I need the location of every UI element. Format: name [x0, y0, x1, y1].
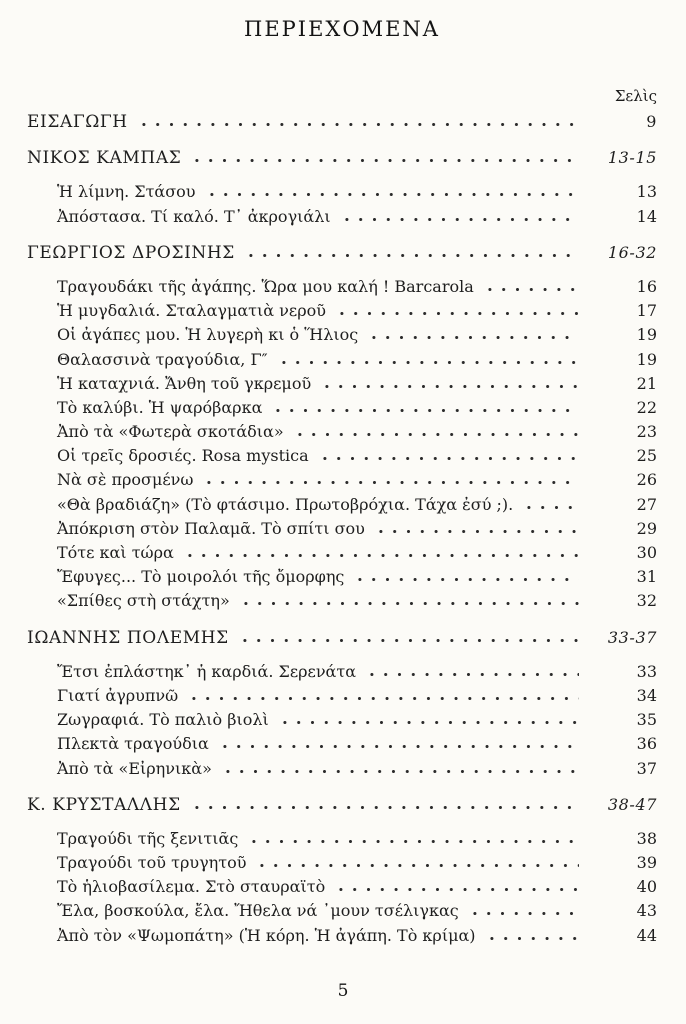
dot-leader: [255, 863, 579, 868]
dot-leader: [187, 696, 579, 701]
toc-item-row: [27, 543, 657, 567]
dot-leader: [293, 432, 579, 437]
toc-item-row: [27, 710, 657, 734]
toc-item-label: Ἔφυγες... Τὸ μοιρολόι τῆς ὄμορφης: [57, 567, 345, 587]
toc-section-pages: 13-15: [607, 148, 657, 168]
toc-item-page: 43: [636, 901, 657, 921]
toc-section-pages: 38-47: [607, 794, 657, 814]
dot-leader: [218, 744, 579, 749]
toc-item-row: [27, 519, 657, 543]
toc-item-page: 39: [636, 853, 657, 873]
toc-section-label: ΙΩΑΝΝΗΣ ΠΟΛΕΜΗΣ: [27, 627, 229, 648]
toc-item-page: 26: [636, 470, 657, 490]
toc-item-label: Οἱ τρεῖς δροσιές. Rosa mystica: [57, 446, 309, 466]
toc-item-page: 40: [636, 877, 657, 897]
toc-item-row: [27, 277, 657, 301]
dot-leader: [468, 911, 579, 916]
toc-item-label: Πλεκτὰ τραγούδια: [57, 734, 209, 754]
toc-item-label: Τότε καὶ τώρα: [57, 543, 174, 562]
toc-item-page: 19: [636, 325, 657, 345]
dot-leader: [353, 577, 579, 582]
toc-item-label: Τραγουδάκι τῆς ἀγάπης. Ὥρα μου καλή ! Barcarola: [57, 276, 474, 296]
toc-item-label: Ἀπόστασα. Τί καλό. Τ᾽ ἀκρογιάλι: [57, 206, 331, 226]
toc-item-row: [27, 686, 657, 710]
page-column-header: Σελὶς: [614, 87, 657, 105]
toc-item-page: 29: [636, 518, 657, 538]
dot-leader: [221, 769, 579, 774]
toc-item-page: 13: [636, 182, 657, 202]
toc-item-label: Τὸ καλύβι. Ἡ ψαρόβαρκα: [57, 397, 263, 417]
dot-leader: [334, 887, 579, 892]
toc-section-row: [27, 243, 657, 267]
dot-leader: [190, 805, 579, 810]
dot-leader: [190, 158, 579, 163]
toc-item-label: Ἀπόκριση στὸν Παλαμᾶ. Τὸ σπίτι σου: [57, 518, 365, 538]
dot-leader: [365, 672, 579, 677]
dot-leader: [335, 311, 579, 316]
toc-item-row: [27, 301, 657, 325]
toc-item-row: [27, 926, 657, 950]
dot-leader: [278, 720, 579, 725]
toc-item-page: 44: [636, 925, 657, 945]
dot-leader: [340, 217, 579, 222]
toc-section-row: [27, 112, 657, 136]
dot-leader: [239, 601, 579, 606]
toc-item-page: 25: [636, 446, 657, 466]
dot-leader: [137, 122, 579, 127]
toc-item-page: 21: [636, 373, 657, 393]
toc-item-row: [27, 567, 657, 591]
dot-leader: [277, 360, 579, 365]
toc-item-row: [27, 182, 657, 206]
toc-item-row: [27, 422, 657, 446]
toc-item-label: «Θὰ βραδιάζη» (Τὸ φτάσιμο. Πρωτοβρόχια. Τάχα ἐσύ ;).: [57, 494, 514, 514]
toc-item-label: Τὸ ἡλιοβασίλεμα. Στὸ σταυραϊτὸ: [57, 877, 326, 897]
toc-item-row: [27, 495, 657, 519]
toc-section-pages: 33-37: [607, 627, 657, 647]
toc-item-row: [27, 759, 657, 783]
dot-leader: [271, 408, 579, 413]
toc-item-page: 36: [636, 734, 657, 754]
dot-leader: [374, 529, 579, 534]
toc-item-row: [27, 374, 657, 398]
toc-section-label: ΝΙΚΟΣ ΚΑΜΠΑΣ: [27, 148, 182, 169]
dot-leader: [244, 253, 579, 258]
toc-item-label: Οἱ ἀγάπες μου. Ἡ λυγερὴ κι ὁ Ἥλιος: [57, 325, 359, 345]
toc-item-label: Ἀπὸ τὰ «Φωτερὰ σκοτάδια»: [57, 422, 284, 442]
toc-item-label: Τραγούδι τῆς ξενιτιᾶς: [57, 828, 239, 848]
folio-page-number: 5: [337, 981, 349, 1001]
toc-item-row: [27, 829, 657, 853]
toc-section-pages: 16-32: [607, 242, 657, 262]
toc-item-page: 32: [636, 591, 657, 611]
toc-item-row: [27, 901, 657, 925]
dot-leader: [202, 480, 579, 485]
toc-item-page: 27: [636, 494, 657, 514]
dot-leader: [522, 505, 579, 510]
toc-item-label: Ἔτσι ἐπλάστηκ᾽ ἡ καρδιά. Σερενάτα: [57, 661, 357, 681]
dot-leader: [367, 335, 579, 340]
dot-leader: [320, 384, 579, 389]
toc-item-label: Ἔλα, βοσκούλα, ἔλα. Ἤθελα νά ᾽μουν τσέλιγκας: [57, 901, 459, 921]
toc-item-page: 14: [636, 206, 657, 226]
toc-section-pages: 9: [646, 112, 657, 131]
toc-item-page: 31: [636, 567, 657, 587]
toc-list: [27, 112, 657, 950]
dot-leader: [318, 456, 579, 461]
toc-item-label: «Σπίθες στὴ στάχτη»: [57, 591, 230, 611]
toc-item-page: 30: [636, 543, 657, 562]
toc-item-row: [27, 398, 657, 422]
toc-item-page: 16: [636, 276, 657, 296]
dot-leader: [247, 839, 579, 844]
toc-section-row: [27, 628, 657, 652]
toc-item-row: [27, 350, 657, 374]
dot-leader: [238, 638, 579, 643]
toc-item-label: Νὰ σὲ προσμένω: [57, 470, 194, 490]
toc-item-page: 35: [636, 710, 657, 730]
toc-item-label: Ἡ μυγδαλιά. Σταλαγματιὰ νεροῦ: [57, 301, 326, 321]
toc-item-label: Γιατί ἀγρυπνῶ: [57, 685, 179, 705]
toc-item-label: Ἀπὸ τὸν «Ψωμοπάτη» (Ἡ κόρη. Ἡ ἀγάπη. Τὸ κρίμα): [57, 925, 476, 945]
toc-item-row: [27, 877, 657, 901]
toc-item-row: [27, 470, 657, 494]
toc-item-row: [27, 853, 657, 877]
dot-leader: [485, 936, 579, 941]
toc-item-label: Ζωγραφιά. Τὸ παλιὸ βιολὶ: [57, 710, 269, 730]
toc-item-page: 23: [636, 422, 657, 442]
dot-leader: [205, 192, 579, 197]
toc-section-label: ΕΙΣΑΓΩΓΗ: [27, 112, 128, 132]
toc-item-row: [27, 207, 657, 231]
toc-item-label: Θαλασσινὰ τραγούδια, Γ″: [57, 349, 268, 369]
page-title: ΠΕΡΙΕΧΟΜΕΝΑ: [244, 17, 440, 41]
toc-section-row: [27, 148, 657, 172]
toc-item-label: Ἡ λίμνη. Στάσου: [57, 182, 196, 202]
toc-item-row: [27, 591, 657, 615]
toc-item-page: 33: [636, 661, 657, 681]
dot-leader: [183, 553, 579, 558]
toc-item-label: Ἀπὸ τὰ «Εἰρηνικὰ»: [57, 758, 212, 778]
toc-item-page: 37: [636, 758, 657, 778]
toc-item-page: 19: [636, 349, 657, 369]
toc-item-page: 17: [636, 301, 657, 321]
toc-item-row: [27, 662, 657, 686]
dot-leader: [483, 287, 579, 292]
toc-item-label: Τραγούδι τοῦ τρυγητοῦ: [57, 853, 247, 873]
toc-item-page: 34: [636, 685, 657, 705]
toc-item-row: [27, 734, 657, 758]
toc-item-row: [27, 325, 657, 349]
toc-section-label: ΓΕΩΡΓΙΟΣ ΔΡΟΣΙΝΗΣ: [27, 242, 235, 263]
toc-item-page: 38: [636, 828, 657, 848]
toc-item-row: [27, 446, 657, 470]
toc-item-page: 22: [636, 397, 657, 417]
toc-item-label: Ἡ καταχνιά. Ἄνθη τοῦ γκρεμοῦ: [57, 373, 312, 393]
toc-section-label: Κ. ΚΡΥΣΤΑΛΛΗΣ: [27, 794, 181, 815]
toc-section-row: [27, 795, 657, 819]
